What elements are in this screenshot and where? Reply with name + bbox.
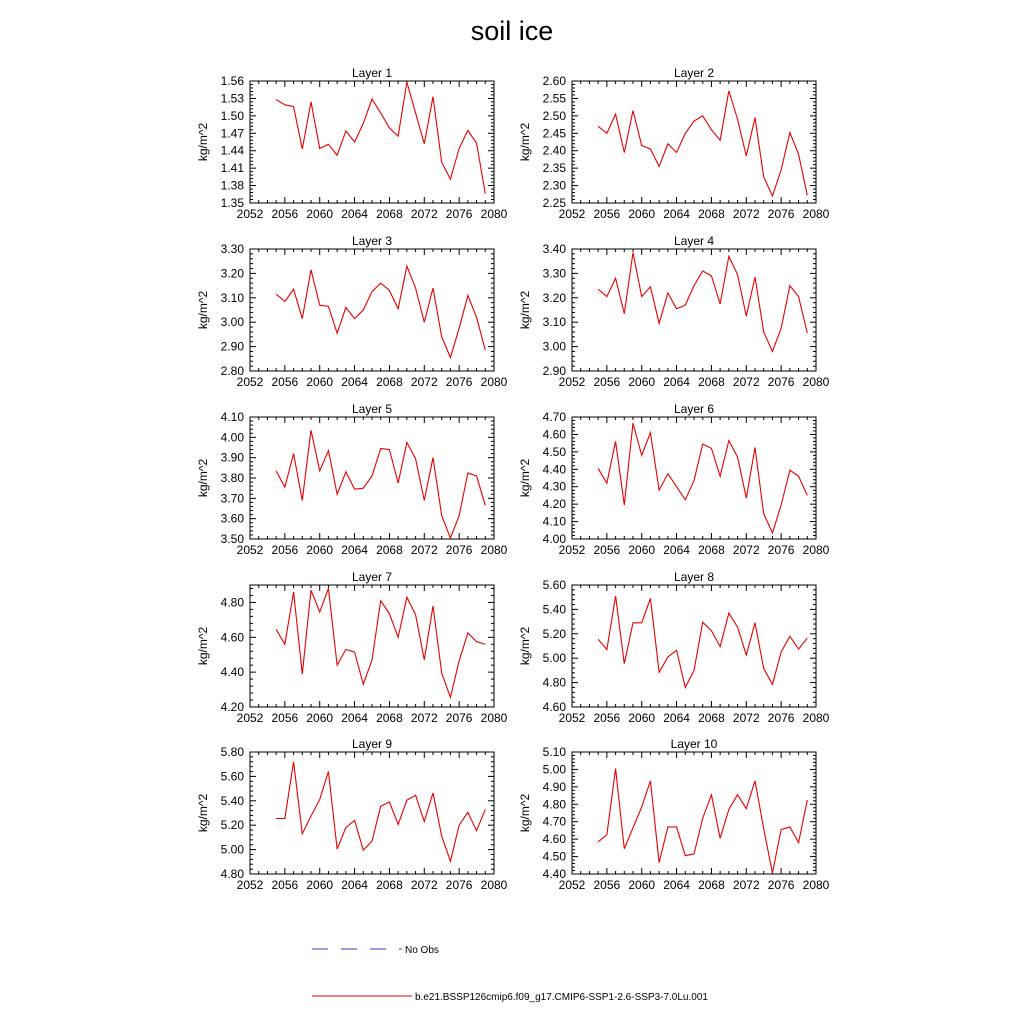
y-tick-label: 2.30 — [542, 178, 566, 193]
y-axis-label: kg/m^2 — [196, 290, 210, 330]
x-tick-label: 2056 — [593, 207, 621, 221]
x-tick-label: 2064 — [341, 543, 368, 557]
y-tick-label: 4.10 — [542, 514, 566, 529]
x-tick-label: 2056 — [271, 543, 299, 557]
x-tick-label: 2052 — [236, 711, 264, 725]
y-tick-label: 4.90 — [542, 779, 566, 794]
y-tick-label: 1.56 — [220, 74, 244, 88]
x-tick-label: 2076 — [445, 878, 473, 892]
x-tick-label: 2056 — [593, 711, 621, 725]
x-tick-label: 2056 — [271, 878, 299, 892]
y-tick-label: 2.50 — [542, 108, 566, 123]
x-tick-label: 2080 — [480, 207, 508, 221]
y-tick-label: 3.20 — [542, 290, 566, 305]
y-tick-label: 1.38 — [220, 178, 244, 193]
x-tick-label: 2060 — [628, 543, 656, 557]
x-tick-label: 2056 — [593, 543, 621, 557]
y-tick-label: 3.10 — [220, 290, 244, 305]
y-tick-label: 2.55 — [542, 91, 566, 106]
x-tick-label: 2076 — [445, 711, 473, 725]
chart-title: Layer 8 — [673, 570, 715, 584]
y-tick-label: 5.00 — [220, 842, 244, 857]
x-tick-label: 2052 — [236, 878, 264, 892]
x-tick-label: 2076 — [445, 543, 473, 557]
legend-model-label: b.e21.BSSP126cmip6.f09_g17.CMIP6-SSP1-2.6-SSP3-7.0Lu.001 — [415, 992, 708, 1003]
y-axis-label: kg/m^2 — [518, 626, 532, 666]
y-tick-label: 4.80 — [220, 867, 244, 881]
y-tick-label: 3.10 — [542, 315, 566, 330]
y-tick-label: 5.00 — [542, 651, 566, 666]
y-tick-label: 3.80 — [220, 471, 244, 485]
x-tick-label: 2068 — [376, 375, 403, 389]
y-tick-label: 4.20 — [220, 700, 244, 714]
x-tick-label: 2072 — [410, 207, 438, 221]
x-tick-label: 2068 — [698, 543, 725, 557]
x-tick-label: 2060 — [306, 543, 334, 557]
y-tick-label: 3.00 — [542, 339, 566, 354]
x-tick-label: 2080 — [480, 878, 508, 892]
chart-title: Layer 5 — [351, 402, 393, 416]
x-tick-label: 2068 — [698, 375, 725, 389]
y-tick-label: 3.90 — [220, 450, 244, 465]
x-tick-label: 2056 — [593, 878, 621, 892]
y-tick-label: 5.10 — [542, 745, 566, 759]
x-tick-label: 2052 — [558, 711, 586, 725]
y-tick-label: 4.10 — [220, 410, 244, 424]
chart-title: Layer 9 — [351, 737, 393, 751]
x-tick-label: 2068 — [698, 207, 725, 221]
x-tick-label: 2080 — [802, 878, 830, 892]
y-tick-label: 4.50 — [542, 444, 566, 459]
y-tick-label: 3.30 — [220, 242, 244, 256]
y-tick-label: 4.00 — [220, 430, 244, 445]
y-tick-label: 5.60 — [220, 769, 244, 784]
y-tick-label: 4.60 — [542, 700, 566, 714]
y-tick-label: 4.80 — [542, 675, 566, 690]
y-tick-label: 2.25 — [542, 196, 566, 210]
y-tick-label: 3.50 — [220, 532, 244, 546]
x-tick-label: 2080 — [802, 543, 830, 557]
y-axis-label: kg/m^2 — [518, 122, 532, 162]
x-tick-label: 2068 — [376, 878, 403, 892]
y-tick-label: 4.60 — [542, 832, 566, 847]
x-tick-label: 2064 — [663, 207, 690, 221]
x-tick-label: 2076 — [767, 375, 795, 389]
x-tick-label: 2052 — [558, 878, 586, 892]
x-tick-label: 2060 — [306, 711, 334, 725]
x-tick-label: 2052 — [236, 375, 264, 389]
y-tick-label: 3.30 — [542, 266, 566, 281]
x-tick-label: 2064 — [663, 711, 690, 725]
x-tick-label: 2072 — [410, 375, 438, 389]
y-tick-label: 1.50 — [220, 108, 244, 123]
x-tick-label: 2072 — [732, 543, 760, 557]
y-axis-label: kg/m^2 — [196, 458, 210, 498]
y-tick-label: 4.40 — [220, 665, 244, 680]
y-tick-label: 3.40 — [542, 242, 566, 256]
y-tick-label: 4.70 — [542, 814, 566, 829]
x-tick-label: 2076 — [767, 543, 795, 557]
y-tick-label: 5.20 — [542, 626, 566, 641]
x-tick-label: 2060 — [628, 207, 656, 221]
x-tick-label: 2056 — [271, 711, 299, 725]
y-axis-label: kg/m^2 — [518, 290, 532, 330]
x-tick-label: 2052 — [236, 207, 264, 221]
y-axis-label: kg/m^2 — [196, 626, 210, 666]
x-tick-label: 2052 — [558, 543, 586, 557]
x-tick-label: 2060 — [306, 207, 334, 221]
y-tick-label: 2.60 — [542, 74, 566, 88]
x-tick-label: 2072 — [732, 711, 760, 725]
chart-title: Layer 7 — [351, 570, 393, 584]
x-tick-label: 2052 — [558, 375, 586, 389]
y-tick-label: 3.20 — [220, 266, 244, 281]
x-tick-label: 2076 — [767, 878, 795, 892]
x-tick-label: 2060 — [628, 711, 656, 725]
y-tick-label: 1.41 — [220, 161, 244, 176]
x-tick-label: 2080 — [480, 375, 508, 389]
y-tick-label: 4.70 — [542, 410, 566, 424]
y-tick-label: 2.35 — [542, 161, 566, 176]
y-tick-label: 1.47 — [220, 126, 244, 141]
chart-title: Layer 1 — [351, 66, 393, 80]
y-tick-label: 5.40 — [220, 793, 244, 808]
x-tick-label: 2080 — [802, 207, 830, 221]
y-tick-label: 4.30 — [542, 479, 566, 494]
y-tick-label: 5.60 — [542, 578, 566, 592]
x-tick-label: 2080 — [802, 711, 830, 725]
y-tick-label: 4.80 — [542, 797, 566, 812]
chart-title: Layer 10 — [670, 737, 718, 751]
x-tick-label: 2064 — [341, 878, 368, 892]
x-tick-label: 2072 — [410, 878, 438, 892]
y-axis-label: kg/m^2 — [196, 122, 210, 162]
chart-title: Layer 6 — [673, 402, 715, 416]
y-tick-label: 3.00 — [220, 315, 244, 330]
y-tick-label: 4.00 — [542, 532, 566, 546]
x-tick-label: 2064 — [341, 207, 368, 221]
y-tick-label: 5.40 — [542, 602, 566, 617]
x-tick-label: 2076 — [767, 207, 795, 221]
x-tick-label: 2052 — [236, 543, 264, 557]
x-tick-label: 2060 — [306, 375, 334, 389]
x-tick-label: 2060 — [306, 878, 334, 892]
x-tick-label: 2076 — [445, 375, 473, 389]
x-tick-label: 2056 — [271, 207, 299, 221]
x-tick-label: 2060 — [628, 878, 656, 892]
y-axis-label: kg/m^2 — [518, 458, 532, 498]
y-tick-label: 2.45 — [542, 126, 566, 141]
x-tick-label: 2080 — [802, 375, 830, 389]
x-tick-label: 2064 — [341, 711, 368, 725]
y-tick-label: 5.80 — [220, 745, 244, 759]
x-tick-label: 2072 — [732, 375, 760, 389]
x-tick-label: 2052 — [558, 207, 586, 221]
y-tick-label: 4.80 — [220, 595, 244, 610]
x-tick-label: 2064 — [663, 878, 690, 892]
legend-no-obs-label: No Obs — [405, 945, 439, 956]
chart-title: Layer 3 — [351, 234, 393, 248]
x-tick-label: 2076 — [445, 207, 473, 221]
y-tick-label: 4.60 — [220, 630, 244, 645]
y-tick-label: 5.20 — [220, 818, 244, 833]
x-tick-label: 2072 — [410, 711, 438, 725]
y-tick-label: 2.90 — [220, 339, 244, 354]
y-axis-label: kg/m^2 — [518, 793, 532, 833]
x-tick-label: 2068 — [376, 711, 403, 725]
y-tick-label: 3.60 — [220, 511, 244, 526]
x-tick-label: 2068 — [698, 878, 725, 892]
chart-title: Layer 4 — [673, 234, 715, 248]
y-tick-label: 4.40 — [542, 462, 566, 477]
y-tick-label: 1.35 — [220, 196, 244, 210]
y-tick-label: 1.53 — [220, 91, 244, 106]
y-tick-label: 2.90 — [542, 364, 566, 378]
x-tick-label: 2080 — [480, 543, 508, 557]
y-tick-label: 2.80 — [220, 364, 244, 378]
chart-title: Layer 2 — [673, 66, 715, 80]
y-tick-label: 4.60 — [542, 427, 566, 442]
page-title: soil ice — [470, 16, 554, 46]
x-tick-label: 2060 — [628, 375, 656, 389]
x-tick-label: 2072 — [732, 207, 760, 221]
y-tick-label: 4.40 — [542, 867, 566, 881]
x-tick-label: 2064 — [663, 375, 690, 389]
y-tick-label: 4.20 — [542, 497, 566, 512]
x-tick-label: 2068 — [376, 543, 403, 557]
y-axis-label: kg/m^2 — [196, 793, 210, 833]
x-tick-label: 2064 — [341, 375, 368, 389]
x-tick-label: 2072 — [732, 878, 760, 892]
y-tick-label: 4.50 — [542, 849, 566, 864]
y-tick-label: 2.40 — [542, 143, 566, 158]
x-tick-label: 2076 — [767, 711, 795, 725]
x-tick-label: 2056 — [593, 375, 621, 389]
x-tick-label: 2072 — [410, 543, 438, 557]
x-tick-label: 2056 — [271, 375, 299, 389]
x-tick-label: 2068 — [698, 711, 725, 725]
x-tick-label: 2080 — [480, 711, 508, 725]
y-tick-label: 3.70 — [220, 491, 244, 506]
x-tick-label: 2064 — [663, 543, 690, 557]
y-tick-label: 1.44 — [220, 143, 244, 158]
x-tick-label: 2068 — [376, 207, 403, 221]
y-tick-label: 5.00 — [542, 762, 566, 777]
